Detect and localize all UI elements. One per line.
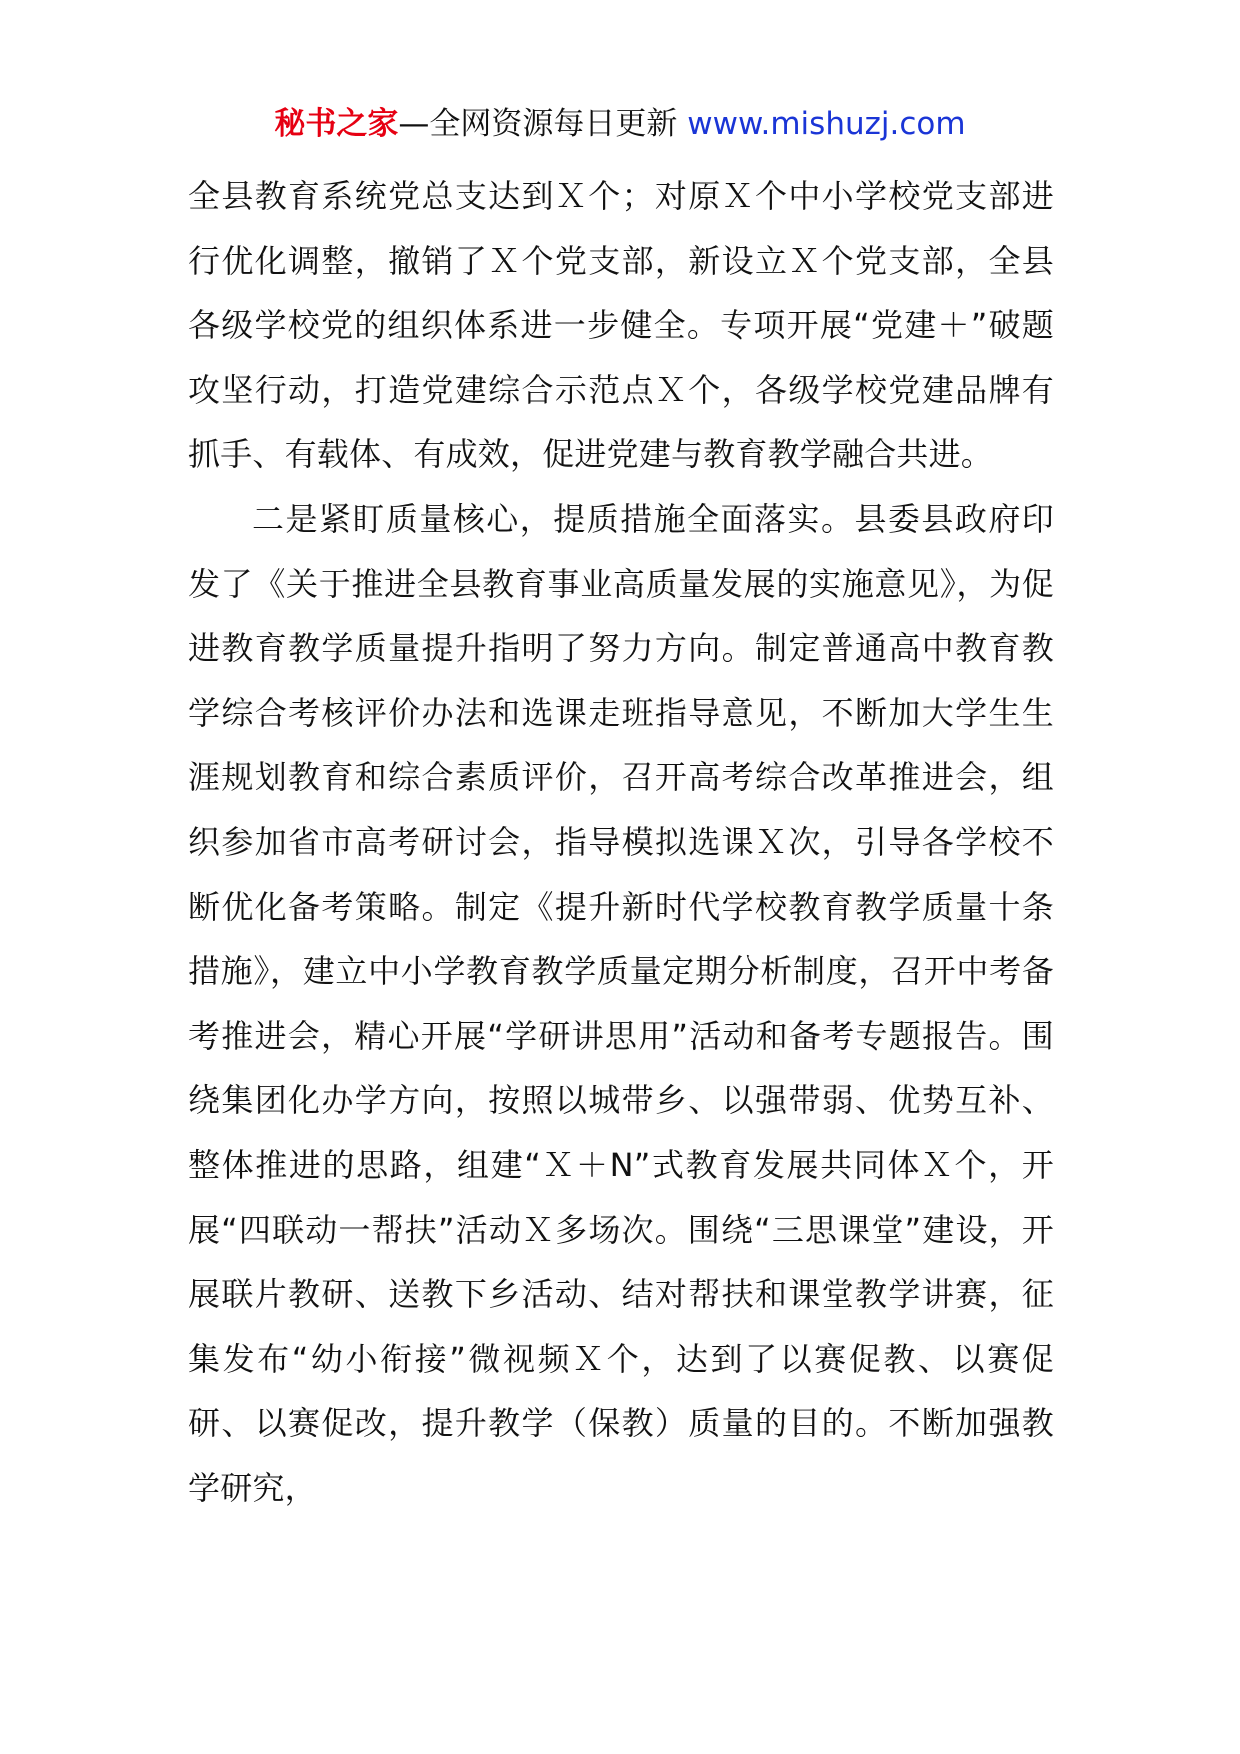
page-header [0, 100, 1240, 148]
paragraph-quality-measures: 二是紧盯质量核心，提质措施全面落实。县委县政府印发了《关于推进全县教育事业高质量发展的实施意见》，为促进教育教学质量提升指明了努力方向。制定普通高中教育教学综合考核评价办法和选课走班指导意见，不断加大学生生涯规划教育和综合素质评价，召开高考综合改革推进会，组织参加省市高考研讨会，指导模拟选课Ｘ次，引导各学校不断优化备考策略。制定《提升新时代学校教育教学质量十条措施》，建立中小学教育教学质量定期分析制度，召开中考备考推进会，精心开展“学研讲思用”活动和备考专题报告。围绕集团化办学方向，按照以城带乡、以强带弱、优势互补、整体推进的思路，组建“Ｘ＋N”式教育发展共同体Ｘ个，开展“四联动一帮扶”活动Ｘ多场次。围绕“三思课堂”建设，开展联片教研、送教下乡活动、结对帮扶和课堂教学讲赛，征集发布“幼小衔接”微视频Ｘ个，达到了以赛促教、以赛促研、以赛促改，提升教学（保教）质量的目的。不断加强教学研究， [188, 499, 1054, 1507]
site-url-link[interactable]: www.mishuzj.com [687, 106, 966, 142]
document-body [188, 164, 1054, 1520]
paragraph-continued: 全县教育系统党总支达到Ｘ个；对原Ｘ个中小学校党支部进行优化调整，撤销了Ｘ个党支部，新设立Ｘ个党支部，全县各级学校党的组织体系进一步健全。专项开展“党建＋”破题攻坚行动，打造党建综合示范点Ｘ个，各级学校党建品牌有抓手、有载体、有成效，促进党建与教育教学融合共进。 [188, 177, 1054, 474]
brand-name: 秘书之家 [274, 106, 399, 142]
header-tagline: —全网资源每日更新 [398, 106, 688, 142]
